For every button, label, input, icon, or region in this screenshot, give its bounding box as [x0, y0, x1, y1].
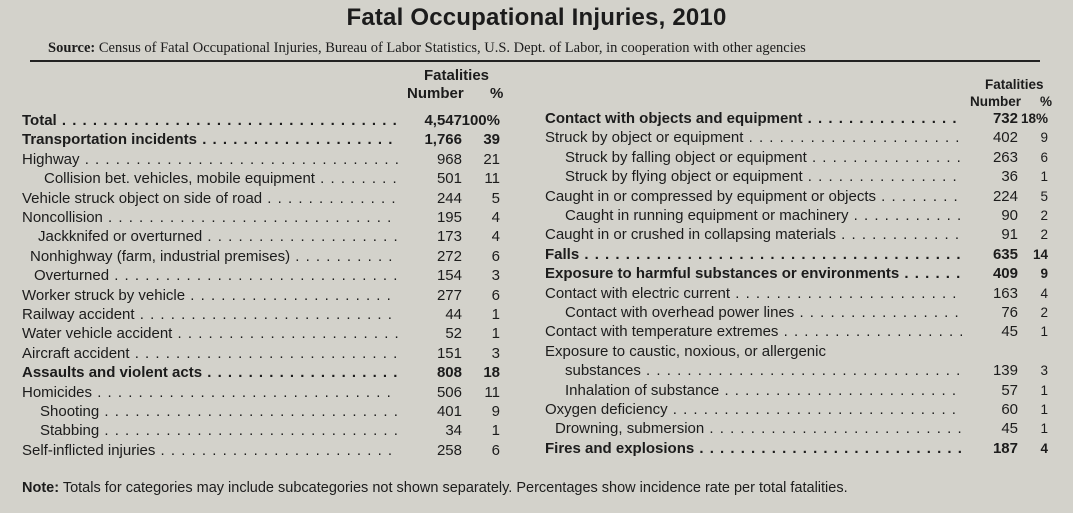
left-table-number: 808 [436, 364, 462, 382]
left-table-percent: 3 [491, 267, 500, 285]
left-table-number: 401 [436, 403, 462, 420]
left-table-number: 4,547 [424, 112, 462, 129]
right-table-number: 57 [1001, 381, 1018, 399]
right-header-number: Number [970, 94, 1022, 109]
left-table-percent: 5 [491, 189, 500, 207]
source-label: Source: [48, 40, 96, 56]
right-table-label: Struck by flying object or equipment . . . [565, 168, 962, 186]
left-table-percent: 6 [491, 286, 500, 304]
left-table-number: 244 [436, 189, 462, 207]
right-table-label: Exposure to harmful substances or environments . . . [545, 265, 962, 283]
left-table-number: 1,766 [424, 131, 462, 149]
right-table-number: 224 [992, 187, 1018, 205]
right-header-percent: % [1040, 94, 1053, 109]
left-table-label: Railway accident . . . [22, 306, 398, 324]
right-table-number: 409 [992, 265, 1018, 283]
left-table-number: 195 [436, 209, 462, 226]
right-table-row [0, 168, 1073, 186]
right-table-label: Exposure to caustic, noxious, or allergenic [545, 342, 826, 360]
right-table-number: 45 [1001, 323, 1018, 341]
left-table-label: Collision bet. vehicles, mobile equipment . . . [44, 170, 398, 188]
left-table-number: 44 [445, 306, 462, 323]
left-table-percent: 9 [491, 403, 500, 420]
left-table-number: 506 [436, 383, 462, 401]
right-table-percent: 1 [1040, 169, 1048, 185]
left-table-label: Nonhighway (farm, industrial premises) . . . [30, 248, 398, 266]
left-table-label: Worker struck by vehicle . . . [22, 287, 398, 305]
left-table-number: 154 [436, 267, 462, 285]
left-table-number: 277 [436, 286, 462, 304]
right-table-percent: 1 [1040, 421, 1048, 437]
right-table-label: Falls . . . [545, 246, 962, 264]
left-table-percent: 1 [491, 325, 500, 343]
left-table-percent: 6 [491, 441, 500, 459]
left-table-label: Stabbing . . . [40, 422, 398, 440]
right-table-row [0, 246, 1073, 264]
right-table-percent: 3 [1040, 363, 1048, 379]
right-table-row [0, 207, 1073, 225]
right-table-row [0, 110, 1073, 128]
right-table-label: Caught in running equipment or machinery . . . [565, 207, 962, 225]
source-line [48, 40, 1048, 57]
left-table-percent: 11 [484, 170, 500, 188]
right-table-number: 36 [1001, 168, 1018, 186]
right-table-percent: 4 [1040, 285, 1048, 301]
right-table-percent: 1 [1040, 382, 1048, 398]
right-table-percent: 2 [1040, 227, 1048, 243]
right-table-number: 635 [992, 245, 1018, 263]
left-table-number: 34 [445, 422, 462, 440]
right-table-row [0, 226, 1073, 244]
left-table-percent: 4 [491, 209, 500, 226]
right-table-percent: 2 [1040, 208, 1048, 223]
left-table-number: 151 [436, 344, 462, 362]
right-table-label: Oxygen deficiency . . . [545, 401, 962, 419]
left-header-fatalities: Fatalities [424, 67, 490, 84]
right-table-percent: 2 [1040, 305, 1048, 320]
left-table-percent: 1 [491, 306, 500, 323]
left-table-percent: 11 [484, 383, 500, 401]
right-table-row [0, 188, 1073, 206]
left-table-label: Shooting . . . [40, 403, 398, 421]
right-table-row [0, 304, 1073, 322]
right-header-fatalities: Fatalities [985, 77, 1044, 92]
right-table-number: 139 [992, 362, 1018, 380]
right-table-row [0, 382, 1073, 400]
title-rule [30, 60, 1040, 62]
right-table-row [0, 343, 1073, 361]
right-table-number: 263 [992, 148, 1018, 166]
left-table-number: 968 [436, 150, 462, 168]
left-table-label: Highway . . . [22, 151, 398, 169]
left-table-number: 501 [436, 170, 462, 188]
right-table-number: 187 [992, 439, 1018, 457]
right-table-row [0, 440, 1073, 458]
left-table-percent: 3 [491, 344, 500, 362]
right-table-label: substances . . . [565, 362, 962, 380]
left-table-label: Vehicle struck object on side of road . . . [22, 190, 398, 208]
left-table-percent: 4 [491, 228, 500, 246]
right-table-row [0, 420, 1073, 438]
right-table-percent: 9 [1040, 266, 1048, 282]
left-table-label: Noncollision . . . [22, 209, 398, 227]
left-table-label: Self-inflicted injuries . . . [22, 442, 398, 460]
left-header-percent: % [490, 85, 504, 102]
left-table-percent: 18 [483, 364, 500, 382]
right-table-row [0, 323, 1073, 341]
right-table-label: Struck by falling object or equipment . . . [565, 149, 962, 167]
right-table-number: 76 [1001, 304, 1018, 321]
right-table-number: 732 [992, 110, 1018, 127]
left-header-number: Number [407, 85, 464, 102]
right-table-label: Contact with temperature extremes . . . [545, 323, 962, 341]
left-table-percent: 39 [483, 131, 500, 149]
right-table-number: 402 [992, 129, 1018, 147]
right-table-row [0, 265, 1073, 283]
right-table-number: 45 [1001, 420, 1018, 438]
right-table-percent: 6 [1040, 149, 1048, 165]
right-table-number: 90 [1001, 207, 1018, 224]
left-table-percent: 6 [491, 247, 500, 265]
left-table-number: 258 [436, 441, 462, 459]
right-table-label: Struck by object or equipment . . . [545, 129, 962, 147]
right-table-label: Contact with objects and equipment . . . [545, 110, 962, 128]
left-table-label: Total . . . [22, 112, 398, 130]
right-table-label: Caught in or crushed in collapsing materials . . . [545, 226, 962, 244]
left-table-label: Jackknifed or overturned . . . [38, 228, 398, 246]
right-table-number: 91 [1001, 226, 1018, 244]
page-title: Fatal Occupational Injuries, 2010 [346, 4, 727, 31]
left-table-label: Transportation incidents . . . [22, 131, 398, 149]
left-table-label: Water vehicle accident . . . [22, 325, 398, 343]
right-table-label: Contact with overhead power lines . . . [565, 304, 962, 322]
right-table-row [0, 285, 1073, 303]
right-table-number: 163 [992, 284, 1018, 302]
right-table-row [0, 362, 1073, 380]
right-table-percent: 18% [1020, 111, 1048, 126]
source-text: Census of Fatal Occupational Injuries, Bureau of Labor Statistics, U.S. Dept. of Labor, in cooperation with other agencies [98, 40, 806, 56]
right-table-number: 60 [1001, 401, 1018, 418]
note-text: Totals for categories may include subcategories not shown separately. Percentages show incidence rate per total fatalities. [62, 480, 848, 496]
footnote [22, 480, 848, 496]
left-table-percent: 1 [491, 422, 500, 440]
left-table-label: Aircraft accident . . . [22, 345, 398, 363]
left-table-percent: 21 [483, 150, 500, 168]
left-table-label: Overturned . . . [34, 267, 398, 285]
right-table-percent: 1 [1040, 324, 1048, 340]
right-table-row [0, 401, 1073, 419]
right-table-label: Caught in or compressed by equipment or objects . . . [545, 188, 962, 206]
right-table-percent: 1 [1040, 402, 1048, 417]
right-table-row [0, 149, 1073, 167]
right-table-row [0, 129, 1073, 147]
left-table-number: 272 [436, 247, 462, 265]
note-label: Note: [22, 480, 60, 496]
right-table-label: Fires and explosions . . . [545, 440, 962, 458]
right-table-label: Inhalation of substance . . . [565, 382, 962, 400]
right-table-percent: 14 [1032, 246, 1048, 262]
left-table-percent: 100% [461, 112, 500, 129]
right-table-percent: 5 [1040, 188, 1048, 204]
right-table-label: Drowning, submersion . . . [555, 420, 962, 438]
left-table-label: Assaults and violent acts . . . [22, 364, 398, 382]
left-table-number: 173 [436, 228, 462, 246]
right-table-percent: 4 [1040, 440, 1048, 456]
right-table-percent: 9 [1040, 130, 1048, 146]
right-table-label: Contact with electric current . . . [545, 285, 962, 303]
left-table-number: 52 [445, 325, 462, 343]
left-table-label: Homicides . . . [22, 384, 398, 402]
